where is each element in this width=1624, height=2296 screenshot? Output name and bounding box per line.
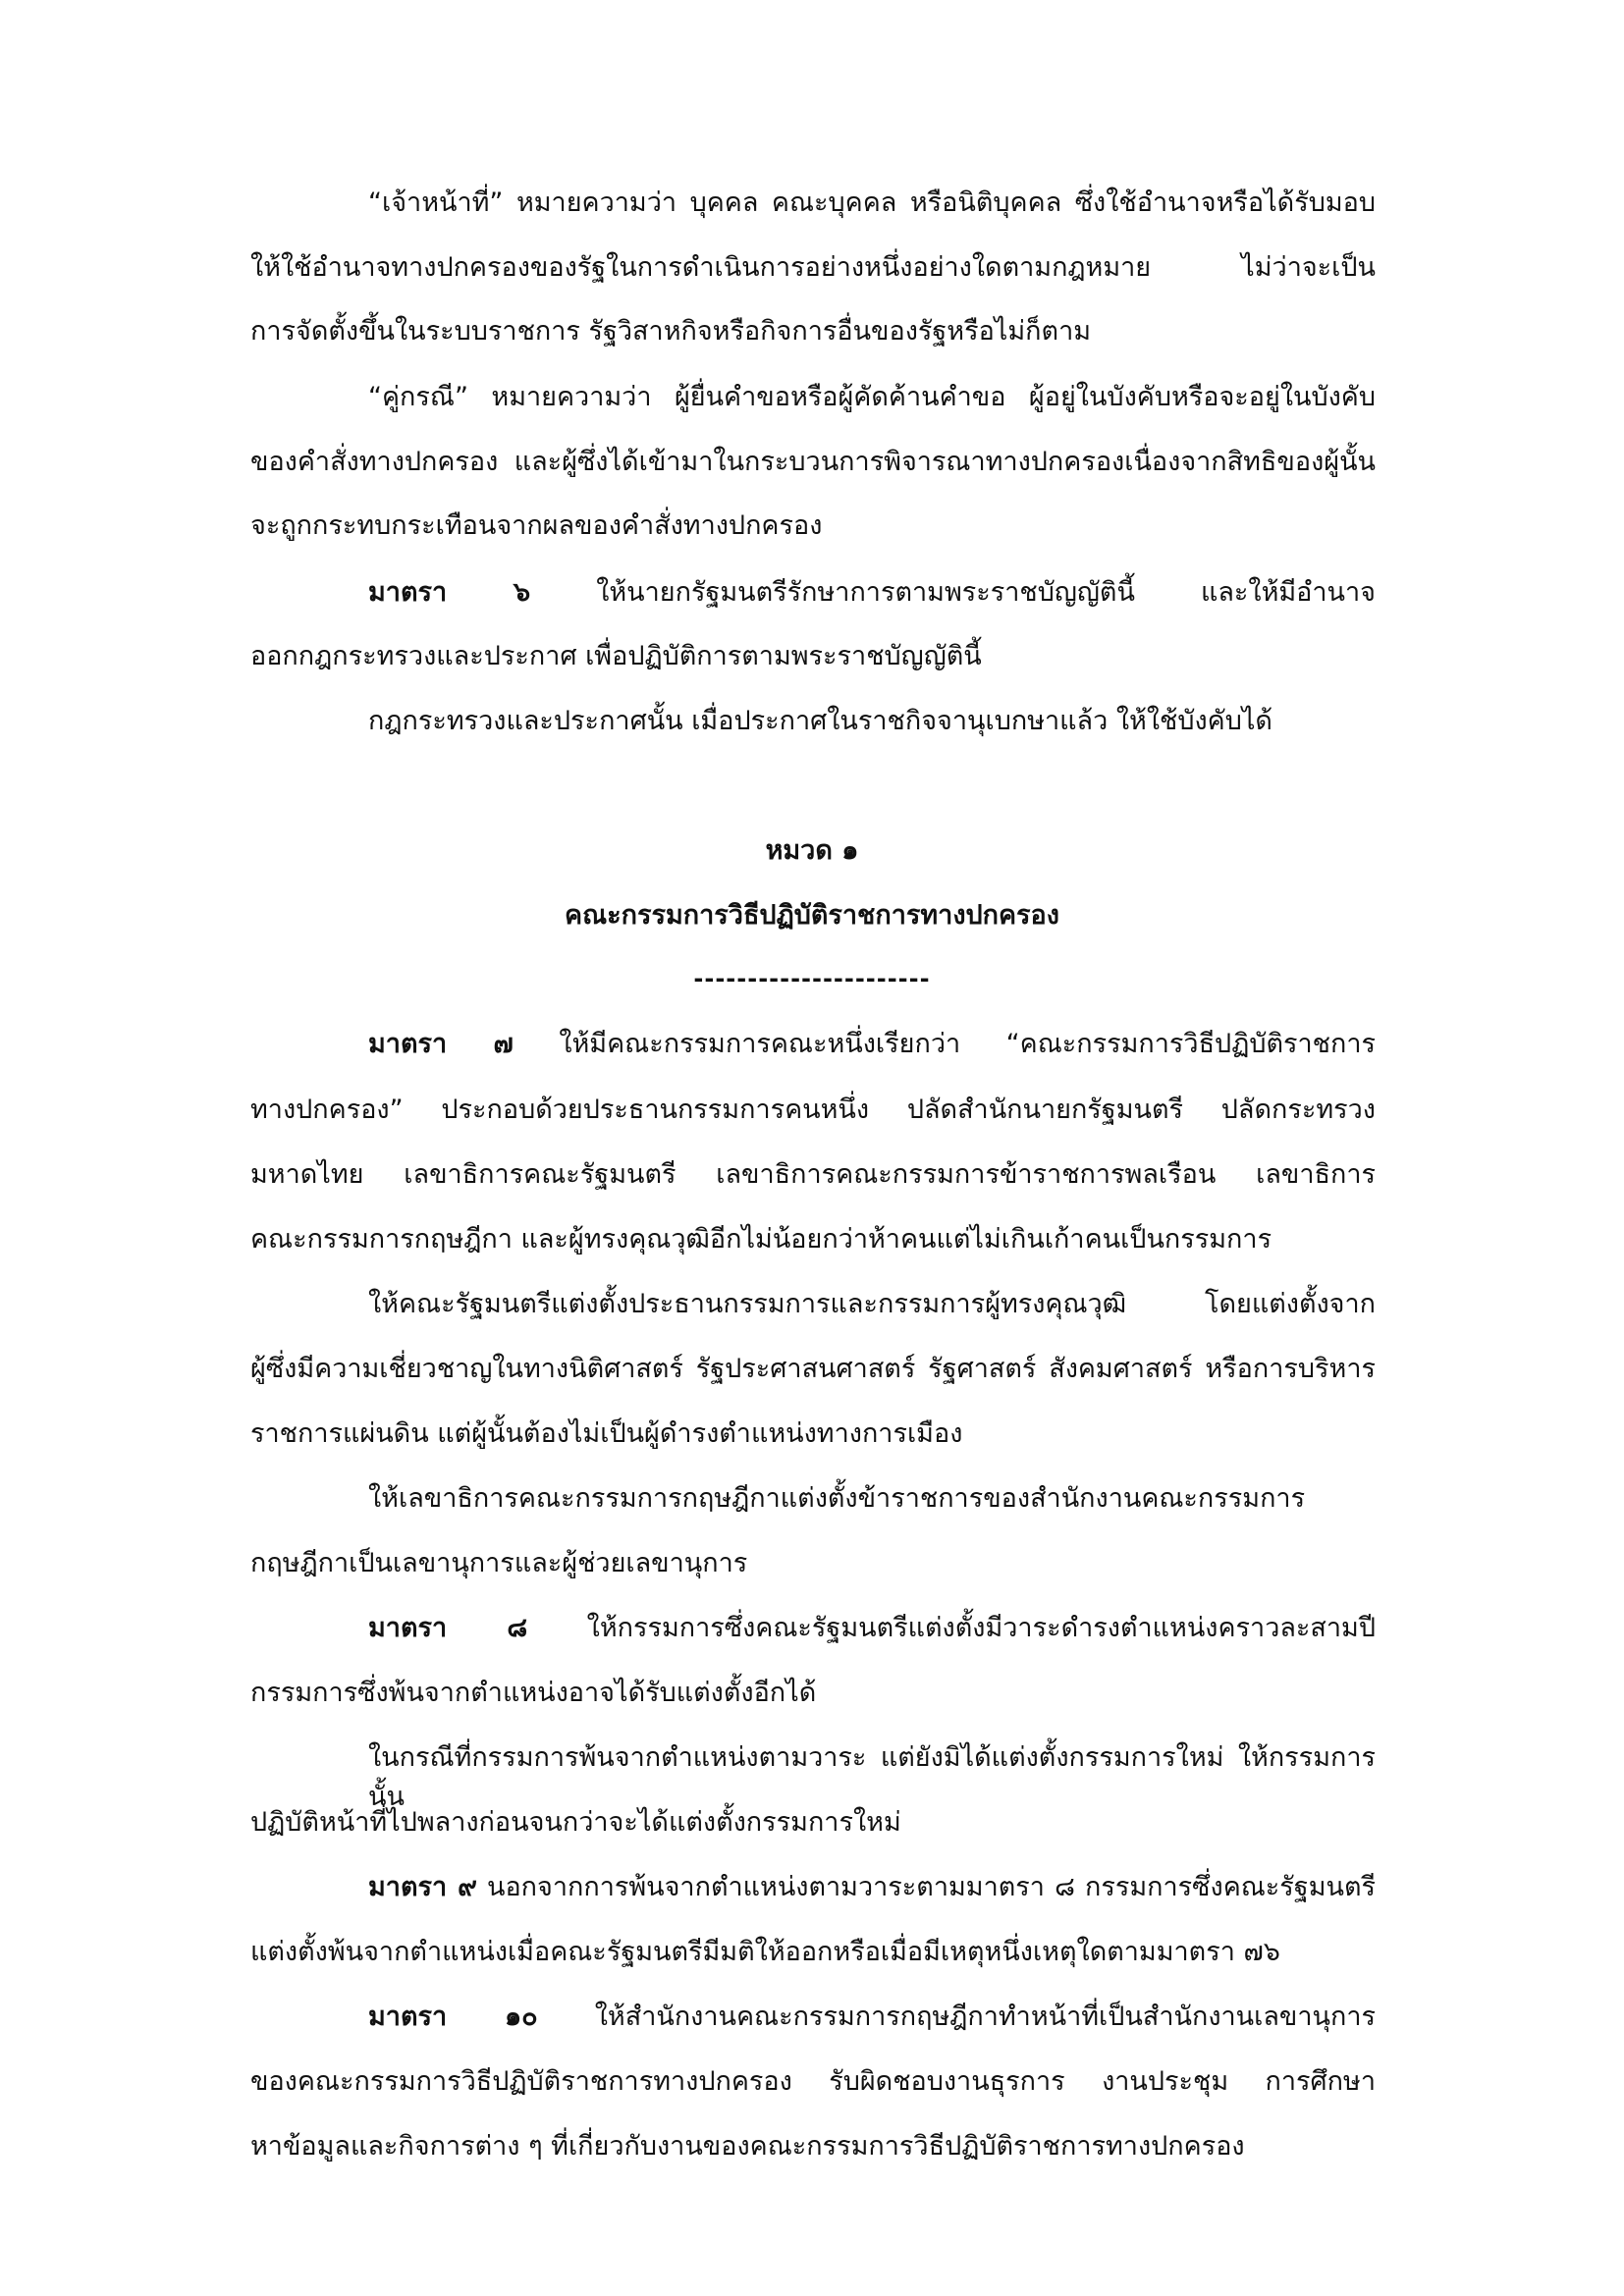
section-7-para-3-line-2: กฤษฎีกาเป็นเลขานุการและผู้ช่วยเลขานุการ	[250, 1548, 748, 1578]
section-9-line-2: แต่งตั้งพ้นจากตำแหน่งเมื่อคณะรัฐมนตรีมีมติให้ออกหรือเมื่อมีเหตุหนึ่งเหตุใดตามมาตรา ๗๖	[250, 1937, 1280, 1967]
section-9-label: มาตรา ๙	[368, 1872, 477, 1902]
section-6-line-1	[368, 573, 1376, 613]
section-10-label: มาตรา ๑๐	[368, 2002, 538, 2032]
section-8-line-2: กรรมการซึ่งพ้นจากตำแหน่งอาจได้รับแต่งตั้งอีกได้	[250, 1678, 817, 1708]
chapter-number: หมวด ๑	[765, 835, 859, 866]
section-6-text-1: ให้นายกรัฐมนตรีรักษาการตามพระราชบัญญัตินี้ และให้มีอำนาจ	[530, 577, 1376, 608]
section-7-label: มาตรา ๗	[368, 1029, 514, 1059]
section-10-text-1: ให้สำนักงานคณะกรรมการกฤษฎีกาทำหน้าที่เป็นสำนักงานเลขานุการ	[537, 2002, 1376, 2032]
section-10-line-3: หาข้อมูลและกิจการต่าง ๆ ที่เกี่ยวกับงานของคณะกรรมการวิธีปฏิบัติราชการทางปกครอง	[250, 2131, 1245, 2162]
definition-official-line-1: “เจ้าหน้าที่” หมายความว่า บุคคล คณะบุคคล หรือนิติบุคคล ซึ่งใช้อำนาจหรือได้รับมอบ	[368, 187, 1376, 218]
section-7-para-2-line-1: ให้คณะรัฐมนตรีแต่งตั้งประธานกรรมการและกรรมการผู้ทรงคุณวุฒิ โดยแต่งตั้งจาก	[368, 1289, 1376, 1319]
definition-party-line-1: “คู่กรณี” หมายความว่า ผู้ยื่นคำขอหรือผู้คัดค้านคำขอ ผู้อยู่ในบังคับหรือจะอยู่ในบังคับ	[368, 382, 1376, 412]
definition-official-line-3: การจัดตั้งขึ้นในระบบราชการ รัฐวิสาหกิจหรือกิจการอื่นของรัฐหรือไม่ก็ตาม	[250, 316, 1092, 347]
section-8-line-1	[368, 1609, 1376, 1648]
section-8-label: มาตรา ๘	[368, 1613, 528, 1643]
definition-party-line-2: ของคำสั่งทางปกครอง และผู้ซึ่งได้เข้ามาในกระบวนการพิจารณาทางปกครองเนื่องจากสิทธิของผู้นั้น	[250, 447, 1376, 477]
section-10-line-2: ของคณะกรรมการวิธีปฏิบัติราชการทางปกครอง รับผิดชอบงานธุรการ งานประชุม การศึกษา	[250, 2066, 1376, 2097]
section-9-line-1	[368, 1868, 1376, 1907]
section-6-label: มาตรา ๖	[368, 577, 531, 608]
section-9-text-1: นอกจากการพ้นจากตำแหน่งตามวาระตามมาตรา ๘ กรรมการซึ่งคณะรัฐมนตรี	[476, 1872, 1376, 1902]
section-7-line-2: ทางปกครอง” ประกอบด้วยประธานกรรมการคนหนึ่ง ปลัดสำนักนายกรัฐมนตรี ปลัดกระทรวง	[250, 1095, 1376, 1125]
chapter-separator: ----------------------	[693, 965, 931, 992]
section-7-line-1	[368, 1025, 1376, 1064]
section-10-line-1	[368, 1998, 1376, 2037]
section-7-text-1: ให้มีคณะกรรมการคณะหนึ่งเรียกว่า “คณะกรรมการวิธีปฏิบัติราชการ	[513, 1029, 1376, 1059]
chapter-title: คณะกรรมการวิธีปฏิบัติราชการทางปกครอง	[565, 900, 1059, 931]
definition-official-line-2: ให้ใช้อำนาจทางปกครองของรัฐในการดำเนินการอย่างหนึ่งอย่างใดตามกฎหมาย ไม่ว่าจะเป็น	[250, 252, 1376, 283]
section-6-para-2: กฎกระทรวงและประกาศนั้น เมื่อประกาศในราชกิจจานุเบกษาแล้ว ให้ใช้บังคับได้	[368, 706, 1272, 736]
section-7-para-2-line-2: ผู้ซึ่งมีความเชี่ยวชาญในทางนิติศาสตร์ รัฐประศาสนศาสตร์ รัฐศาสตร์ สังคมศาสตร์ หรือการบริหาร	[250, 1354, 1376, 1384]
section-8-para-2-line-2: ปฏิบัติหน้าที่ไปพลางก่อนจนกว่าจะได้แต่งตั้งกรรมการใหม่	[250, 1807, 901, 1838]
section-7-line-4: คณะกรรมการกฤษฎีกา และผู้ทรงคุณวุฒิอีกไม่น้อยกว่าห้าคนแต่ไม่เกินเก้าคนเป็นกรรมการ	[250, 1224, 1272, 1255]
section-7-line-3: มหาดไทย เลขาธิการคณะรัฐมนตรี เลขาธิการคณะกรรมการข้าราชการพลเรือน เลขาธิการ	[250, 1159, 1376, 1190]
section-8-text-1: ให้กรรมการซึ่งคณะรัฐมนตรีแต่งตั้งมีวาระดำรงตำแหน่งคราวละสามปี	[527, 1613, 1376, 1643]
definition-party-line-3: จะถูกกระทบกระเทือนจากผลของคำสั่งทางปกครอง	[250, 510, 823, 541]
section-7-para-3-line-1: ให้เลขาธิการคณะกรรมการกฤษฎีกาแต่งตั้งข้าราชการของสำนักงานคณะกรรมการ	[368, 1483, 1306, 1514]
section-8-para-2-line-1: ในกรณีที่กรรมการพ้นจากตำแหน่งตามวาระ แต่ยังมิได้แต่งตั้งกรรมการใหม่ ให้กรรมการนั้น	[368, 1742, 1376, 1812]
section-7-para-2-line-3: ราชการแผ่นดิน แต่ผู้นั้นต้องไม่เป็นผู้ดำรงตำแหน่งทางการเมือง	[250, 1418, 963, 1449]
section-6-line-2: ออกกฎกระทรวงและประกาศ เพื่อปฏิบัติการตามพระราชบัญญัตินี้	[250, 641, 982, 671]
